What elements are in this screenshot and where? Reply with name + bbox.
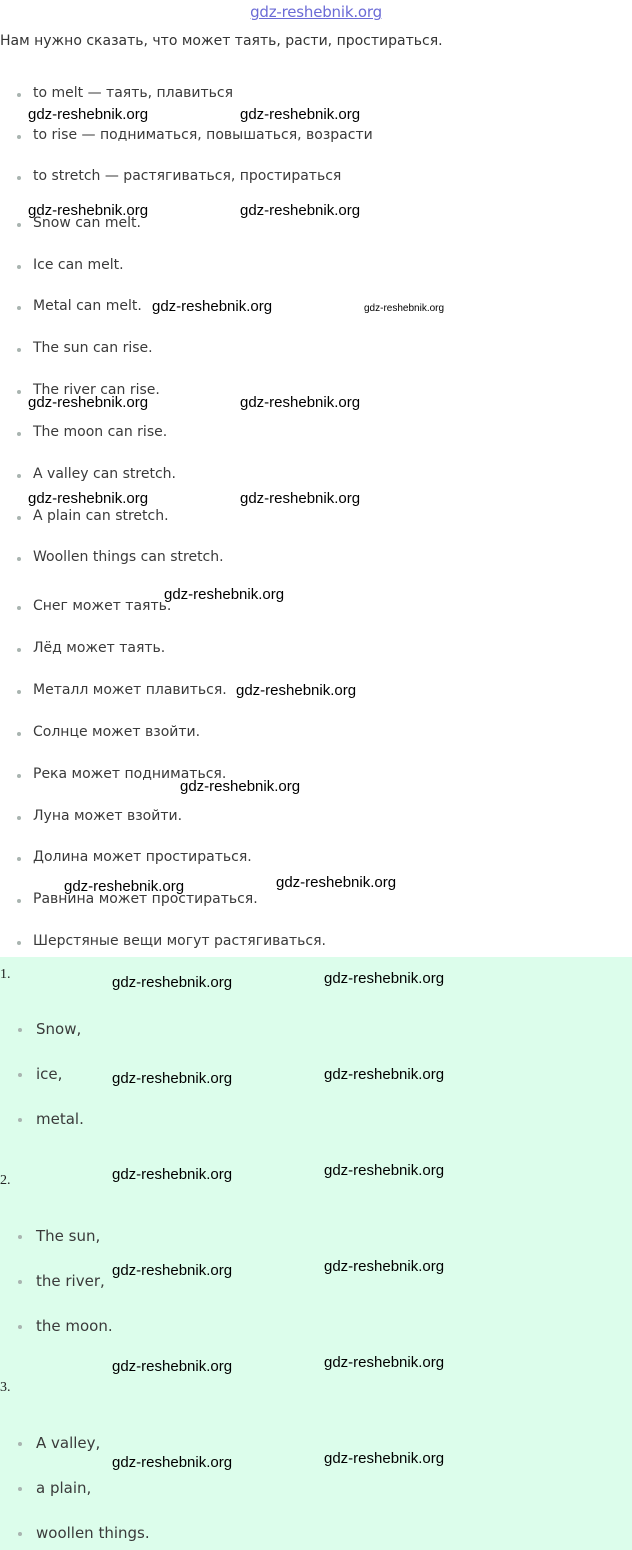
watermark-text: gdz-reshebnik.org [240,394,361,411]
bullet-dot-icon [18,1532,22,1536]
bullet-dot-icon [17,606,21,610]
answer-number: 1. [0,967,11,982]
watermark-text: gdz-reshebnik.org [112,1166,233,1183]
bullet-dot-icon [17,306,21,310]
bullet-dot-icon [18,1118,22,1122]
watermark-text: gdz-reshebnik.org [28,202,149,219]
watermark-text: gdz-reshebnik.org [28,106,149,123]
watermark-text: gdz-reshebnik.org [324,970,445,987]
watermark-text: gdz-reshebnik.org [112,1070,233,1087]
bullet-dot-icon [18,1235,22,1239]
answer-number: 2. [0,1173,11,1188]
watermark-text: gdz-reshebnik.org [112,1358,233,1375]
bullet-dot-icon [17,857,21,861]
watermark-text: gdz-reshebnik.org [28,394,149,411]
watermark-text: gdz-reshebnik.org [112,1262,233,1279]
bullet-dot-icon [17,474,21,478]
watermark-text: gdz-reshebnik.org [112,1454,233,1471]
watermark-text: gdz-reshebnik.org [324,1066,445,1083]
answer-panel: 1. Snow, ice, metal. 2. The sun, the river, the moon. 3. A valley, a plain, woollen things. [0,957,632,1550]
watermark-text: gdz-reshebnik.org [112,974,233,991]
watermark-text: gdz-reshebnik.org [240,490,361,507]
bullet-dot-icon [17,557,21,561]
watermark-text: gdz-reshebnik.org [152,298,273,315]
bullet-dot-icon [17,774,21,778]
bullet-dot-icon [17,941,21,945]
bullet-dot-icon [18,1442,22,1446]
bullet-dot-icon [17,176,21,180]
watermark-text: gdz-reshebnik.org [64,878,185,895]
intro-text: Нам нужно сказать, что может таять, расти, простираться. [0,33,443,49]
bullet-dot-icon [17,648,21,652]
watermark-text: gdz-reshebnik.org [276,874,397,891]
bullet-dot-icon [17,348,21,352]
bullet-dot-icon [18,1325,22,1329]
watermark-text: gdz-reshebnik.org [324,1450,445,1467]
bullet-dot-icon [18,1280,22,1284]
bullet-dot-icon [17,135,21,139]
watermark-text: gdz-reshebnik.org [240,106,361,123]
bullet-dot-icon [17,265,21,269]
watermark-text: gdz-reshebnik.org [164,586,285,603]
watermark-text: gdz-reshebnik.org [324,1162,445,1179]
bullet-dot-icon [17,516,21,520]
watermark-text: gdz-reshebnik.org [324,1258,445,1275]
site-title-link[interactable]: gdz-reshebnik.org [250,3,382,21]
bullet-dot-icon [17,390,21,394]
bullet-dot-icon [17,732,21,736]
bullet-dot-icon [17,690,21,694]
bullet-dot-icon [18,1487,22,1491]
watermark-text: gdz-reshebnik.org [324,1354,445,1371]
bullet-dot-icon [17,432,21,436]
bullet-dot-icon [18,1028,22,1032]
watermark-text: gdz-reshebnik.org [240,202,361,219]
bullet-dot-icon [17,93,21,97]
bullet-dot-icon [17,899,21,903]
watermark-text: gdz-reshebnik.org [236,682,357,699]
answer-number: 3. [0,1380,11,1395]
bullet-dot-icon [18,1073,22,1077]
watermark-text: gdz-reshebnik.org [364,303,445,314]
watermark-text: gdz-reshebnik.org [28,490,149,507]
bullet-dot-icon [17,816,21,820]
bullet-dot-icon [17,223,21,227]
watermark-text: gdz-reshebnik.org [180,778,301,795]
